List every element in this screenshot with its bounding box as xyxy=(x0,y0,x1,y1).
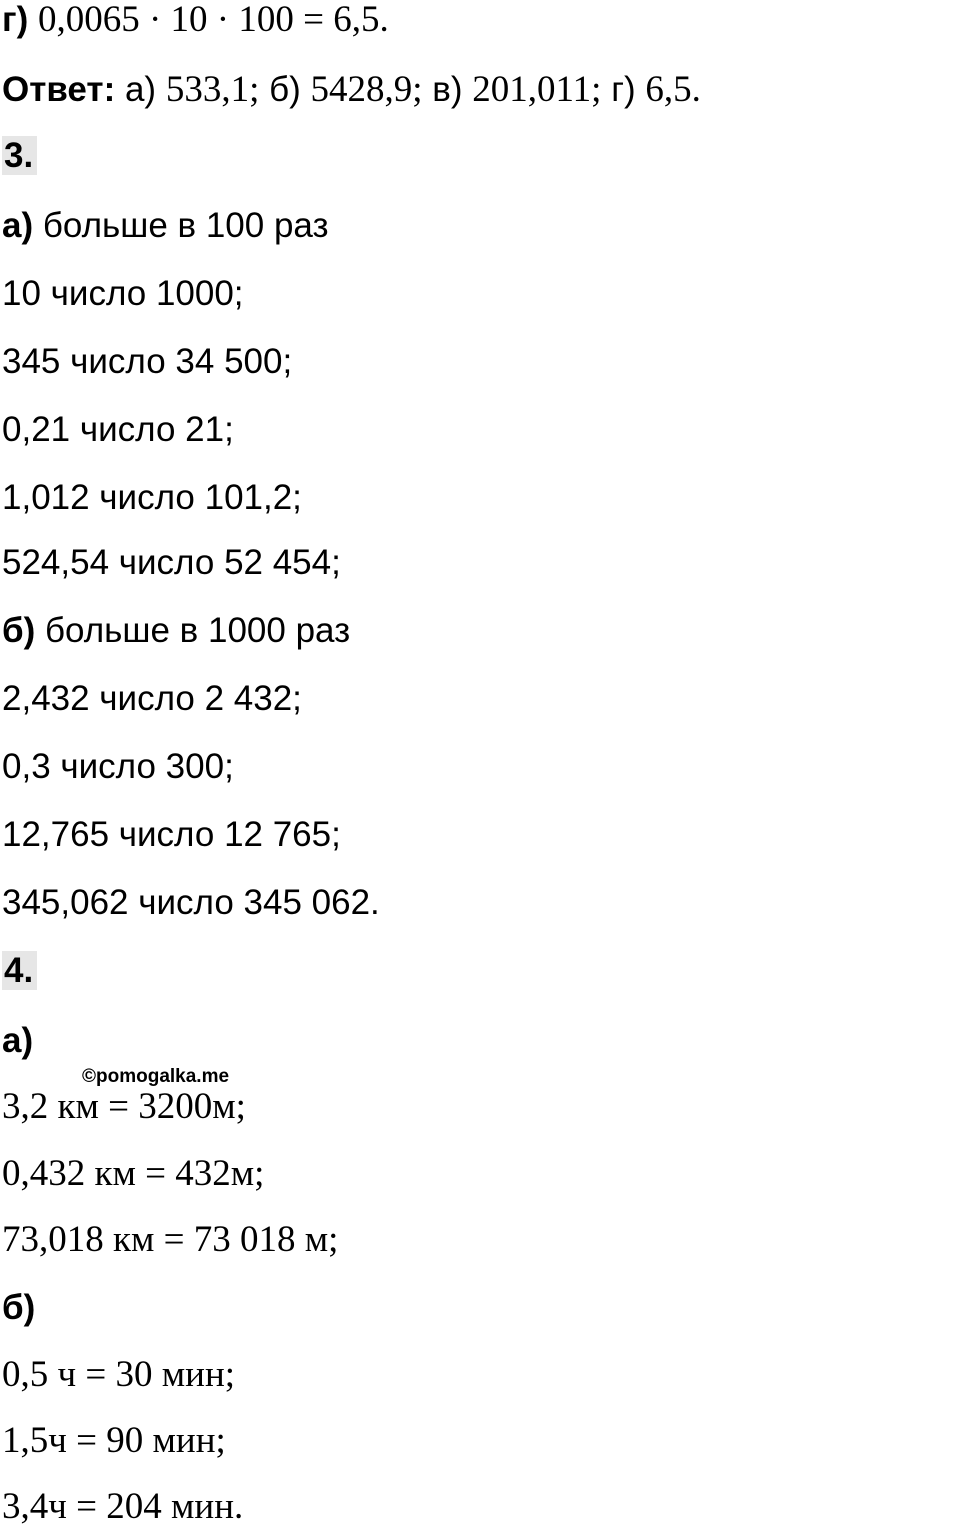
task-3a-line: 345 число 34 500; xyxy=(2,342,293,381)
task-3a-line: 524,54 число 52 454; xyxy=(2,543,341,582)
part-heading: больше в 100 раз xyxy=(42,206,329,245)
task-4b-line: 3,4ч = 204 мин. xyxy=(2,1486,244,1527)
task-4a-line: 73,018 км = 73 018 м; xyxy=(2,1219,339,1260)
answer-a-value: 533,1; xyxy=(165,69,260,110)
answer-b-label: б) xyxy=(269,70,301,109)
task-3-number xyxy=(2,136,37,176)
answer-b-value: 5428,9; xyxy=(310,69,423,110)
part-label: б) xyxy=(2,611,36,650)
line-g-result xyxy=(2,0,389,40)
answer-label: Ответ: xyxy=(2,70,116,109)
task-4a-line: 3,2 км = 3200м; xyxy=(2,1086,246,1127)
task-3a-line: 10 число 1000; xyxy=(2,274,244,313)
task-4b-line: 1,5ч = 90 мин; xyxy=(2,1420,226,1461)
part-heading: больше в 1000 раз xyxy=(45,611,351,650)
task-3b-line: 0,3 число 300; xyxy=(2,747,234,786)
task-3a-line: 1,012 число 101,2; xyxy=(2,478,302,517)
task-number-badge: 3. xyxy=(2,136,37,175)
task-4b-label: б) xyxy=(2,1288,36,1327)
task-3b-line: 12,765 число 12 765; xyxy=(2,815,341,854)
task-4b-line: 0,5 ч = 30 мин; xyxy=(2,1354,236,1395)
task-number-badge: 4. xyxy=(2,951,37,990)
part-label: а) xyxy=(2,206,34,245)
answer-a-label: а) xyxy=(124,70,157,109)
task-3b-heading xyxy=(2,611,350,651)
answer-line xyxy=(2,70,701,110)
answer-v-label: в) xyxy=(432,70,463,109)
item-label: г) xyxy=(2,0,29,39)
answer-g-label: г) xyxy=(611,70,636,109)
math-expression: 0,0065 · 10 · 100 = 6,5. xyxy=(37,0,389,40)
task-3b-line: 345,062 число 345 062. xyxy=(2,883,380,922)
task-3a-line: 0,21 число 21; xyxy=(2,410,234,449)
task-4-number xyxy=(2,951,37,991)
task-4a-label: а) xyxy=(2,1021,34,1060)
watermark: ©pomogalka.me xyxy=(82,1066,230,1087)
answer-g-value: 6,5. xyxy=(645,69,701,110)
task-3a-heading xyxy=(2,206,329,246)
task-3b-line: 2,432 число 2 432; xyxy=(2,679,302,718)
task-4a-line: 0,432 км = 432м; xyxy=(2,1153,265,1194)
answer-v-value: 201,011; xyxy=(472,69,602,110)
